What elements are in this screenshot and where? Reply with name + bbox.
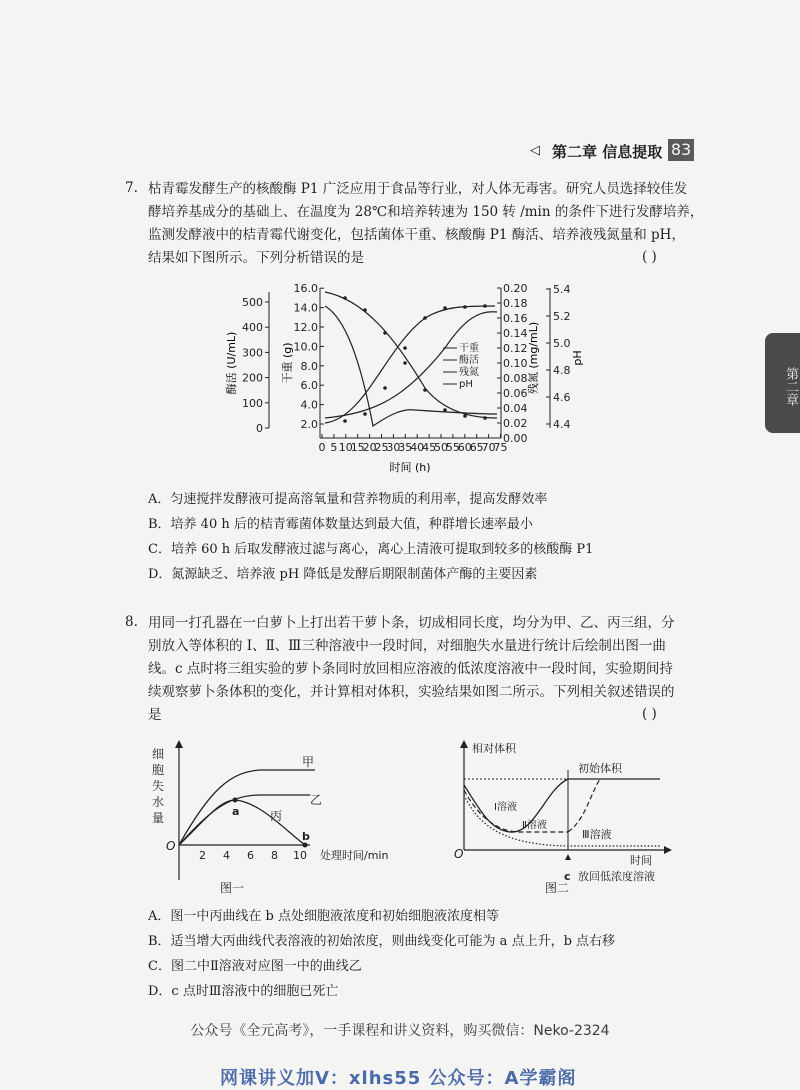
q7-option-a[interactable]: A．匀速搅拌发酵液可提高溶氧量和营养物质的利用率，提高发酵效率 [148,492,548,507]
legend-ph: pH [459,379,473,390]
chapter-side-tab: 第二章 [765,333,800,433]
tick-label: 4.4 [553,418,571,431]
tick-label: 8.0 [300,359,318,373]
q7-chart [225,278,585,478]
label-jia: 甲 [302,755,315,769]
svg-text:胞: 胞 [152,763,165,777]
tick-label: 0.16 [503,312,528,325]
q7-line: 监测发酵液中的桔青霉代谢变化，包括菌体干重、核酸酶 P1 酶活、培养液残氮量和 pH， [148,227,685,243]
q7-option-c[interactable]: C．培养 60 h 后取发酵液过滤与离心，离心上清液可提取到较多的核酸酶 P1 [148,542,594,557]
fig2-point-c: c [564,870,571,883]
tick-label: 15 [350,441,365,454]
tick-label: 14.0 [293,301,318,315]
tick-label: 200 [242,371,263,385]
q8-option-a[interactable]: A．图一中丙曲线在 b 点处细胞液浓度和初始细胞液浓度相等 [148,909,499,924]
q8-option-c[interactable]: C．图二中Ⅱ溶液对应图一中的曲线乙 [148,959,362,974]
svg-text:量: 量 [152,811,165,825]
tick-label: 100 [242,396,263,410]
fig1-ticks [199,849,307,862]
q8-option-d[interactable]: D．c 点时Ⅲ溶液中的细胞已死亡 [148,984,339,999]
q7-line: 酵培养基成分的基础上、在温度为 28℃和培养转速为 150 转 /min 的条件下进行发酵培养， [148,204,704,220]
svg-text:细: 细 [152,747,165,761]
fig2-origin: O [454,847,464,861]
tick-label: 45 [422,441,437,454]
svg-text:失: 失 [152,779,165,793]
fig1-point-b-marker [303,843,308,848]
fig1-origin: O [166,839,176,853]
tick-label: 20 [362,441,377,454]
tick-label: 0.08 [503,372,528,385]
fig1-caption: 图一 [220,881,245,895]
tick-label: 65 [469,441,484,454]
tick-label: 0.00 [503,432,528,445]
q7-line: 枯青霉发酵生产的核酸酶 P1 广泛应用于食品等行业，对人体无毒害。研究人员选择较佳发 [148,181,688,197]
svg-text:8: 8 [271,849,278,862]
tick-label: 10.0 [293,340,318,354]
svg-text:2: 2 [199,849,206,862]
tick-label: 12.0 [293,321,318,334]
tick-label: 0.14 [503,327,528,340]
tick-label: 2.0 [300,418,318,431]
tick-label: 5.0 [553,337,571,350]
tick-label: 75 [493,441,508,454]
figure-1 [150,740,395,900]
q8-line: 用同一打孔器在一白萝卜上打出若干萝卜条，切成相同长度，均分为甲、乙、丙三组，分 [148,615,675,631]
tick-label: 35 [398,441,413,454]
tick-label: 5 [330,441,338,454]
fig1-point-a: a [232,805,240,818]
q8-line: 续观察萝卜条体积的变化，并计算相对体积，实验结果如图二所示。下列相关叙述错误的 [148,684,675,700]
svg-text:10: 10 [293,849,307,862]
ph-axis-title: pH [571,350,584,366]
x-axis-title: 时间 (h) [389,461,431,474]
fig2-ylabel: 相对体积 [472,742,516,755]
q8-line: 是 [148,707,162,723]
svg-text:6: 6 [247,849,254,862]
footer-watermark: 网课讲义加V：xlhs55 公众号：A学霸阁 [220,1068,577,1089]
q8-number: 8. [125,614,138,630]
q7-answer-blank: ( ) [642,249,657,265]
fig1-point-a-marker [233,798,238,803]
tick-label: 0 [318,441,326,454]
q8-answer-blank: ( ) [642,706,657,722]
label-bing: 丙 [270,809,283,823]
chapter-title: 第二章 信息提取 [552,143,663,161]
fig2-caption: 图二 [545,881,570,895]
fig2-xlabel: 时间 [630,854,652,867]
q7-option-b[interactable]: B．培养 40 h 后的桔青霉菌体数量达到最大值，种群增长速率最小 [148,517,533,532]
q8-stem [148,612,675,727]
fig1-xlabel: 处理时间/min [320,849,389,862]
fig1-point-b: b [302,830,310,843]
tick-label: 300 [242,346,263,360]
q7-number: 7. [125,180,138,196]
fig1-ylabel [152,747,164,825]
q7-line: 结果如下图所示。下列分析错误的是 [148,250,364,266]
tick-label: 0.02 [503,417,528,430]
legend-dry: 干重 [459,343,479,354]
tick-label: 5.2 [553,310,571,323]
tick-label: 0.12 [503,342,528,355]
tick-label: 6.0 [300,379,318,393]
label-yi: 乙 [310,793,323,807]
tick-label: 4.0 [300,398,318,412]
tick-label: 30 [386,441,401,454]
legend-nitrogen: 残氮 [459,367,479,378]
footer-note: 公众号《全元高考》，一手课程和讲义资料，购买微信：Neko-2324 [190,1023,610,1039]
dry-axis-title: 干重 (g) [281,342,294,384]
curve-bing [179,800,305,845]
fig2-sol2-label: Ⅱ溶液 [522,820,547,831]
page-header [530,140,690,164]
svg-text:4: 4 [223,849,230,862]
tick-label: 4.6 [553,391,571,404]
q7-options [148,488,593,588]
tick-label: 40 [410,441,425,454]
tick-label: 16.0 [293,282,318,296]
tick-label: 0.04 [503,402,528,415]
fig2-sol3-label: Ⅲ溶液 [582,828,612,841]
page-number: 83 [668,139,694,161]
tick-label: 50 [434,441,448,454]
tick-label: 0.20 [503,282,528,295]
tick-label: 5.4 [553,283,571,296]
tick-label: 55 [445,441,460,454]
fig2-return-label: 放回低浓度溶液 [578,870,655,883]
tick-label: 400 [242,321,263,335]
tick-label: 60 [457,441,472,454]
tick-label: 500 [242,296,263,309]
q8-options [148,905,615,1005]
tick-label: 0 [256,422,263,435]
fig2-initial-label: 初始体积 [578,762,622,775]
q8-option-b[interactable]: B．适当增大丙曲线代表溶液的初始浓度，则曲线变化可能为 a 点上升，b 点右移 [148,934,616,949]
svg-text:水: 水 [152,795,165,809]
legend-enzyme: 酶活 [459,355,479,366]
fig2-sol1-label: Ⅰ溶液 [494,802,517,813]
enzyme-axis-title: 酶活 (U/mL) [225,331,238,395]
tick-label: 0.10 [503,357,528,370]
n-axis-title: 残氮 (mg/mL) [527,321,540,395]
q8-line: 线。c 点时将三组实验的萝卜条同时放回相应溶液的低浓度溶液中一段时间，实验期间持 [148,661,673,677]
q7-stem [148,178,703,270]
tick-label: 70 [481,441,496,454]
tick-label: 0.06 [503,387,528,400]
q7-option-d[interactable]: D．氮源缺乏、培养液 pH 降低是发酵后期限制菌体产酶的主要因素 [148,567,538,582]
tick-label: 0.18 [503,297,528,310]
tick-label: 25 [374,441,389,454]
figure-2 [450,740,675,900]
curve-jia [179,770,315,845]
tick-label: 4.8 [553,364,571,377]
chart-legend [443,341,479,390]
q8-line: 别放入等体积的 Ⅰ、Ⅱ、Ⅲ三种溶液中一段时间，对细胞失水量进行统计后绘制出图一曲 [148,638,666,654]
tick-label: 10 [338,441,353,454]
triangle-icon: ◁ [530,143,540,158]
